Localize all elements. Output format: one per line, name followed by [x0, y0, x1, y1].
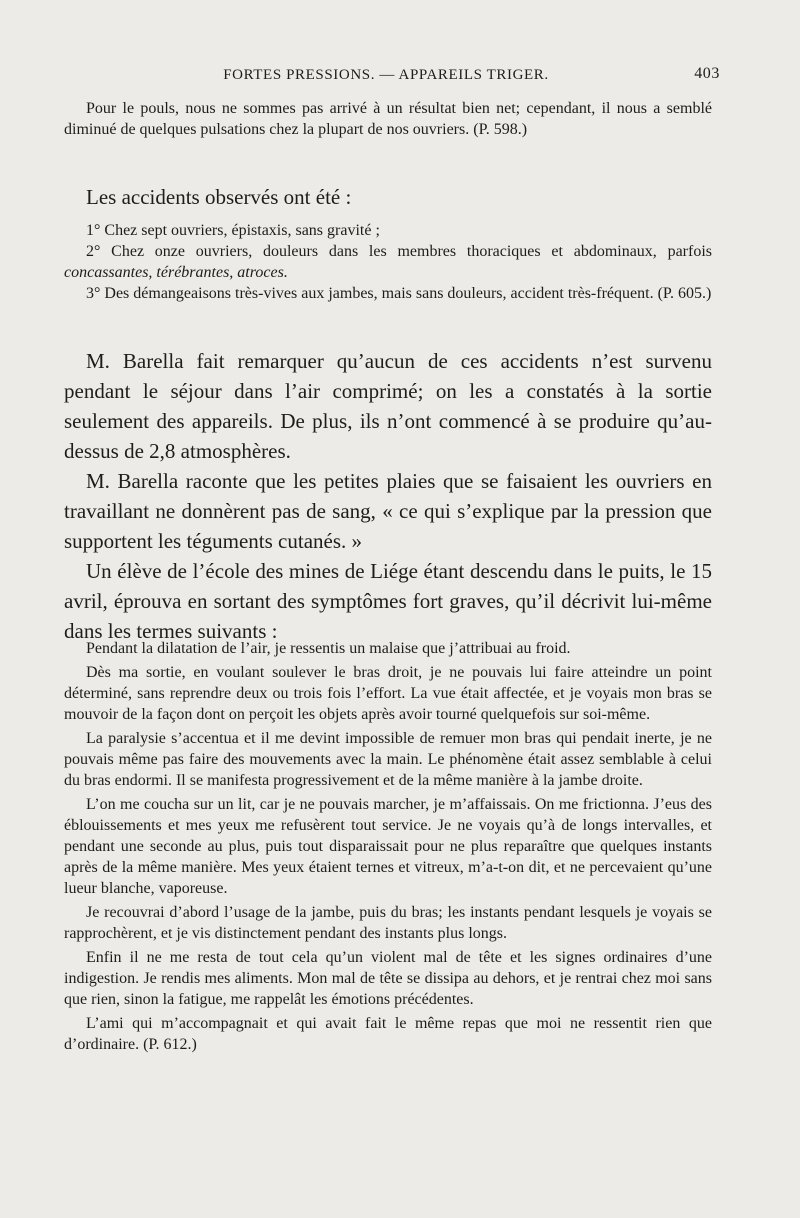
accident-item-1: 1° Chez sept ouvriers, épistaxis, sans gravité ; — [86, 222, 380, 239]
accident-item-2-italic: concassantes, térébrantes, atroces. — [64, 264, 288, 281]
main-text — [64, 346, 712, 646]
quote-paragraph-5: Je recouvrai d’abord l’usage de la jambe, puis du bras; les instants pendant lesquels je voyais se rapprochèrent, et je vis distinctement pendant des instants plus longs. — [64, 904, 712, 942]
running-header — [62, 62, 720, 88]
quote-paragraph-1: Pendant la dilatation de l’air, je ressentis un malaise que j’attribuai au froid. — [86, 640, 571, 657]
paragraph-barella-1: M. Barella fait remarquer qu’aucun de ces accidents n’est survenu pendant le séjour dans l’air comprimé; on les a constatés à la sortie seulement des appareils. De plus, ils n’ont commencé à se produire qu’au-dessus de 2,8 atmosphères. — [64, 349, 712, 463]
quote-paragraph-2: Dès ma sortie, en voulant soulever le bras droit, je ne pouvais lui faire atteindre un point déterminé, sans reprendre deux ou trois fois l’effort. La vue était affectée, et je voyais mon bras se mouvoir de la façon dont on perçoit les objets après avoir tourné quelquefois sur soi-même. — [64, 664, 712, 723]
accidents-heading: Les accidents observés ont été : — [86, 185, 352, 209]
page-number: 403 — [694, 65, 720, 82]
paragraph-pouls: Pour le pouls, nous ne sommes pas arrivé à un résultat bien net; cependant, il nous a semblé diminué de quelques pulsations chez la plupart de nos ouvriers. (P. 598.) — [64, 100, 712, 138]
accidents-list — [64, 220, 712, 304]
quotation — [64, 638, 712, 1055]
accident-item-2-text: 2° Chez onze ouvriers, douleurs dans les membres thoraciques et abdominaux, parfois — [86, 243, 712, 260]
accident-item-2 — [64, 241, 712, 283]
running-title: FORTES PRESSIONS. — APPAREILS TRIGER. — [223, 66, 549, 83]
paragraph-eleve: Un élève de l’école des mines de Liége étant descendu dans le puits, le 15 avril, éprouva en sortant des symptômes fort graves, qu’il décrivit lui-même dans les termes suivants : — [64, 559, 712, 643]
quote-paragraph-6: Enfin il ne me resta de tout cela qu’un violent mal de tête et les signes ordinaires d’une indigestion. Je rendis mes aliments. Mon mal de tête se dissipa au dehors, et je rentrai chez moi sans que rien, sinon la fatigue, me rappelât les émotions précédentes. — [64, 949, 712, 1008]
paragraph-barella-2: M. Barella raconte que les petites plaies que se faisaient les ouvriers en travaillant ne donnèrent pas de sang, « ce qui s’explique par la pression que supportent les téguments cutanés. » — [64, 469, 712, 553]
accident-item-3: 3° Des démangeaisons très-vives aux jambes, mais sans douleurs, accident très-fréquent. (P. 605.) — [86, 285, 712, 302]
quote-paragraph-7: L’ami qui m’accompagnait et qui avait fait le même repas que moi ne ressentit rien que d’ordinaire. (P. 612.) — [64, 1015, 712, 1053]
quote-paragraph-3: La paralysie s’accentua et il me devint impossible de remuer mon bras qui pendait inerte, je ne pouvais même pas faire des mouvements avec la main. Le phénomène était assez semblable à celui du bras endormi. Il se manifesta progressivement et de la même manière à la jambe droite. — [64, 730, 712, 789]
accidents-section — [64, 184, 712, 210]
quote-paragraph-4: L’on me coucha sur un lit, car je ne pouvais marcher, je m’affaissais. On me frictionna. J’eus des éblouissements et mes yeux me refusèrent tout service. Je ne voyais qu’à de longs intervalles, et pendant une seconde au plus, puis tout disparaissait pour ne plus reparaître que quelques instants après de la même manière. Mes yeux étaient ternes et vitreux, m’a-t-on dit, et ne percevaient qu’une lueur blanche, vaporeuse. — [64, 796, 712, 897]
pouls-paragraph — [64, 98, 712, 140]
